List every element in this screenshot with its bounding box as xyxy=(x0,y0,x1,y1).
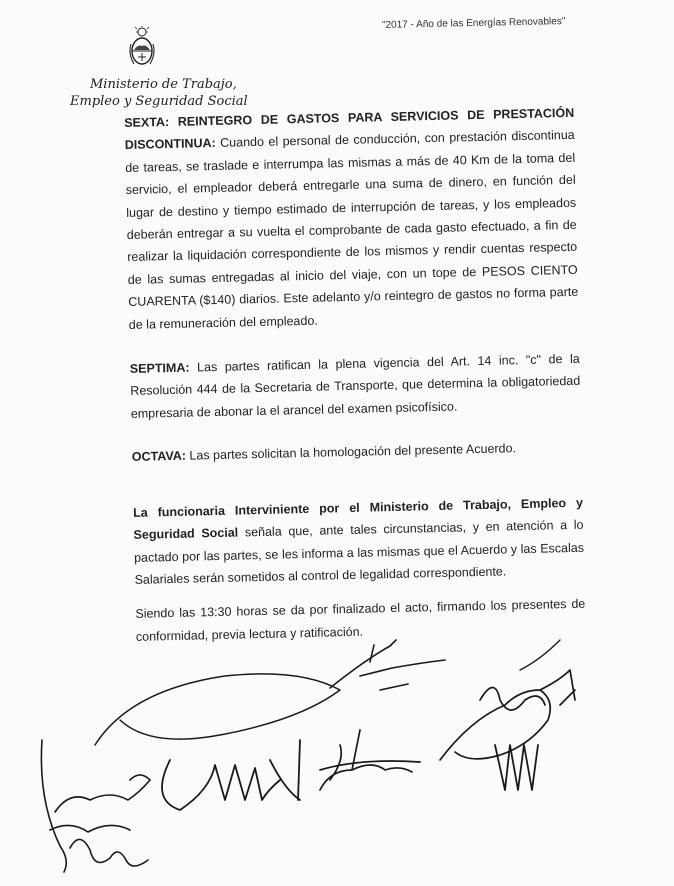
funcionaria-text: señala que, ante tales circunstancias, y en atención a lo pactado por las partes, se les informa a las mismas que el Acuerdo y las Escalas Salariales serán sometidos al control de legalidad correspondiente. xyxy=(133,517,585,587)
ministry-line-1: Ministerio de Trabajo, xyxy=(90,77,237,92)
ministry-line-2: Empleo y Seguridad Social xyxy=(70,94,248,109)
clause-octava-heading: OCTAVA: xyxy=(131,448,187,465)
motto: "2017 - Año de las Energías Renovables" xyxy=(381,16,566,31)
clause-septima-heading: SEPTIMA: xyxy=(129,360,190,376)
funcionaria-bold: La funcionaria Interviniente por el Ministerio de Trabajo, Empleo y Seguridad Social xyxy=(132,495,584,542)
clause-sexta-heading: SEXTA: REINTEGRO DE GASTOS PARA SERVICIOS DE PRESTACIÓN DISCONTINUA: xyxy=(124,105,575,153)
clause-octava-text: Las partes solicitan la homologación del presente Acuerdo. xyxy=(185,441,517,463)
clause-septima-text: Las partes ratifican la plena vigencia del Art. 14 inc. "c" de la Resolución 444 de la Secretaria de Transporte, que determina la obligatoriedad empresaria de abonar la el arancel del examen psicofísico. xyxy=(130,351,581,421)
closing-paragraph: Siendo las 13:30 horas se da por finalizado el acto, firmando los presentes de conformidad, previa lectura y ratificación. xyxy=(135,596,586,644)
clause-sexta-text: Cuando el personal de conducción, con prestación discontinua de tareas, se traslade e interrumpa las mismas a más de 40 Km de la toma del servicio, el empleador deberá entregarle una suma de dinero, en función del lugar de destino y tiempo estimado de interrupción de tareas, y los empleados deberán entregar a su vuelta el comprobante de cada gasto efectuado, a fin de realizar la liquidación correspondiente de los mismos y rendir cuentas respecto de las sumas entregadas al inicio del viaje, con un tope de PESOS CIENTO CUARENTA ($140) diarios. Este adelanto y/o reintegro de gastos no forma parte de la remuneración del empleado. xyxy=(125,128,579,332)
